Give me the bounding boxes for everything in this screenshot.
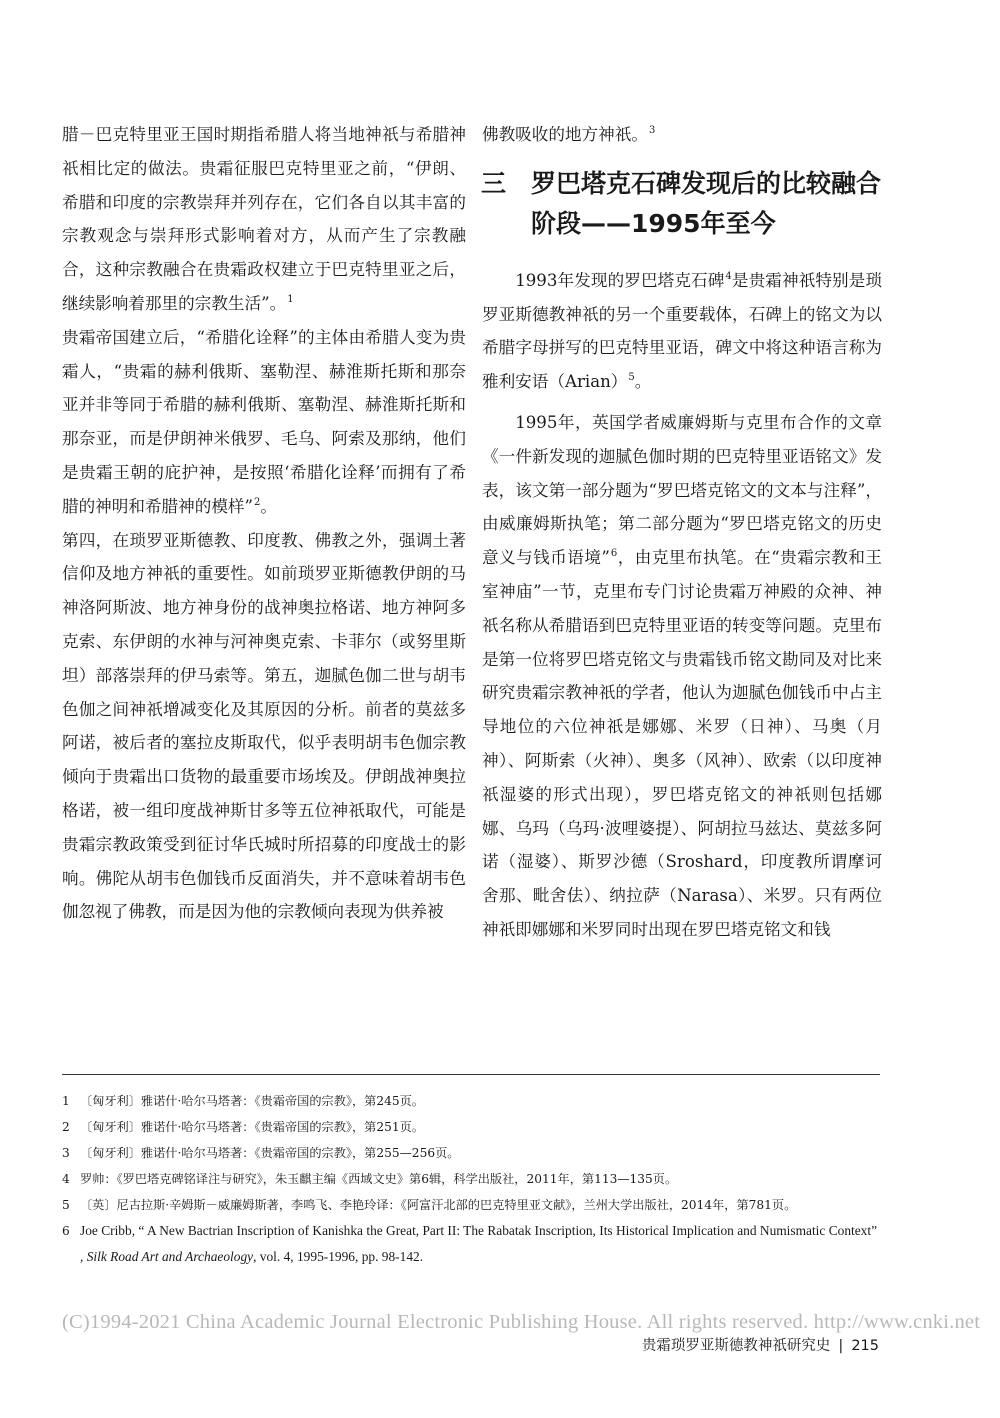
footnote: [62, 1192, 880, 1218]
running-footer: [642, 1334, 879, 1355]
footnote-divider: [62, 1074, 880, 1075]
copyright-watermark: (C)1994-2021 China Academic Journal Electronic Publishing House. All rights reserved. http://www.cnki.net: [62, 1311, 981, 1333]
footnote-text: 〔英〕尼古拉斯·辛姆斯－威廉姆斯著，李鸣飞、李艳玲译：《阿富汗北部的巴克特里亚文献》，兰州大学出版社，2014年，第781页。: [80, 1198, 797, 1212]
footnote-text: 〔匈牙利〕雅诺什·哈尔马塔著：《贵霜帝国的宗教》，第245页。: [80, 1094, 424, 1108]
footnote-number: 6: [62, 1224, 70, 1238]
section-number: 三: [481, 168, 507, 198]
section-heading: [481, 164, 882, 244]
footnote: [62, 1140, 880, 1166]
footnote-number: 3: [62, 1146, 70, 1160]
footnote-number: 4: [62, 1172, 70, 1186]
right-intro-line: 佛教吸收的地方神祇。$^3$: [482, 125, 656, 144]
footnote-ref-3[interactable]: 3: [648, 125, 656, 136]
footnote-text: 〔匈牙利〕雅诺什·哈尔马塔著：《贵霜帝国的宗教》，第251页。: [80, 1120, 424, 1134]
right-paragraph-1: 1993年发现的罗巴塔克石碑$^4$是贵霜神祇特别是琐罗亚斯德教神祇的另一个重要载体，石碑上的铭文为以希腊字母拼写的巴克特里亚语，碑文中将这种语言称为雅利安语（Arian）$^5$。: [482, 270, 883, 392]
right-column: [482, 118, 882, 947]
left-paragraph-2: 贵霜帝国建立后，“希腊化诠释”的主体由希腊人变为贵霜人，“贵霜的赫利俄斯、塞勒涅、赫淮斯托斯和那奈亚并非等同于希腊的赫利俄斯、塞勒涅、赫淮斯托斯和那奈亚，而是伊朗神米俄罗、毛乌、阿索及那纳，他们是贵霜王朝的庇护神，是按照‘希腊化诠释’而拥有了希腊的神明和希腊神的模样”$^2$。: [62, 327, 466, 516]
footnote-number: 5: [62, 1198, 70, 1212]
footnote: [62, 1114, 880, 1140]
footnote-number: 2: [62, 1120, 70, 1134]
running-title: 贵霜琐罗亚斯德教神祇研究史: [641, 1338, 831, 1354]
left-paragraph-3: 第四，在琐罗亚斯德教、印度教、佛教之外，强调土著信仰及地方神祇的重要性。如前琐罗亚斯德教伊朗的马神洛阿斯波、地方神身份的战神奥拉格诺、地方神阿多克索、东伊朗的水神与河神奥克索、卡菲尔（或努里斯坦）部落崇拜的伊马索等。第五，迦腻色伽二世与胡韦色伽之间神祇增减变化及其原因的分析。前者的莫兹多阿诺，被后者的塞拉皮斯取代，似乎表明胡韦色伽宗教倾向于贵霜出口货物的最重要市场埃及。伊朗战神奥拉格诺，被一组印度战神斯甘多等五位神祇取代，可能是贵霜宗教政策受到征讨华氏城时所招募的印度战士的影响。佛陀从胡韦色伽钱币反面消失，并不意味着胡韦色伽忽视了佛教，而是因为他的宗教倾向表现为供养被: [62, 530, 466, 922]
footnote-text: Joe Cribb, “ A New Bactrian Inscription of Kanishka the Great, Part II: The Rabatak Inscription, Its Historical Implication and Numismatic Context” , Silk Road Art and Archaeology, vol. 4, 1995-1996, pp. 98-142.: [80, 1223, 878, 1264]
journal-title: Silk Road Art and Archaeology: [86, 1249, 254, 1264]
footer-separator: |: [838, 1338, 844, 1354]
page-number: 215: [851, 1338, 879, 1354]
footnote-ref-5[interactable]: 5: [628, 372, 635, 384]
footnote-text: 〔匈牙利〕雅诺什·哈尔马塔著：《贵霜帝国的宗教》，第255—256页。: [80, 1146, 460, 1160]
section-title: 罗巴塔克石碑发现后的比较融合阶段——1995年至今: [531, 168, 882, 238]
footnotes: [62, 1088, 880, 1270]
left-column: [62, 118, 466, 929]
footnote: [62, 1088, 880, 1114]
footnote: [62, 1166, 880, 1192]
right-paragraph-2: 1995年，英国学者威廉姆斯与克里布合作的文章《一件新发现的迦腻色伽时期的巴克特里亚语铭文》发表，该文第一部分题为“罗巴塔克铭文的文本与注释”，由威廉姆斯执笔；第二部分题为“罗巴塔克铭文的历史意义与钱币语境”$^6$，由克里布执笔。在“贵霜宗教和王室神庙”一节，克里布专门讨论贵霜万神殿的众神、神祇名称从希腊语到巴克特里亚语的转变等问题。克里布是第一位将罗巴塔克铭文与贵霜钱币铭文勘同及对比来研究贵霜宗教神祇的学者，他认为迦腻色伽钱币中占主导地位的六位神祇是娜娜、米罗（日神）、马奥（月神）、阿斯索（火神）、奥多（风神）、欧索（以印度神祇湿婆的形式出现），罗巴塔克铭文的神祇则包括娜娜、乌玛（乌玛·波哩婆提）、阿胡拉马兹达、莫兹多阿诺（湿婆）、斯罗沙德（Sroshard，印度教所谓摩诃舍那、毗舍佉）、纳拉萨（Narasa）、米罗。只有两位神祇即娜娜和米罗同时出现在罗巴塔克铭文和钱: [482, 412, 883, 939]
footnote-text: 罗帅：《罗巴塔克碑铭译注与研究》，朱玉麒主编《西域文史》第6辑，科学出版社，2011年，第113—135页。: [80, 1172, 678, 1186]
footnote-ref-6[interactable]: 6: [610, 548, 618, 560]
footnote-number: 1: [62, 1094, 70, 1108]
footnote: [62, 1218, 880, 1270]
left-paragraph-1: 腊－巴克特里亚王国时期指希腊人将当地神祇与希腊神祇相比定的做法。贵霜征服巴克特里亚之前，“伊朗、希腊和印度的宗教崇拜并列存在，它们各自以其丰富的宗教观念与崇拜形式影响着对方，从而产生了宗教融合，这种宗教融合在贵霜政权建立于巴克特里亚之后，继续影响着那里的宗教生活”。$^1$: [62, 125, 466, 313]
footnote-ref-1[interactable]: 1: [287, 293, 294, 305]
footnote-ref-4[interactable]: 4: [725, 270, 732, 282]
footnote-ref-2[interactable]: 2: [254, 496, 261, 508]
